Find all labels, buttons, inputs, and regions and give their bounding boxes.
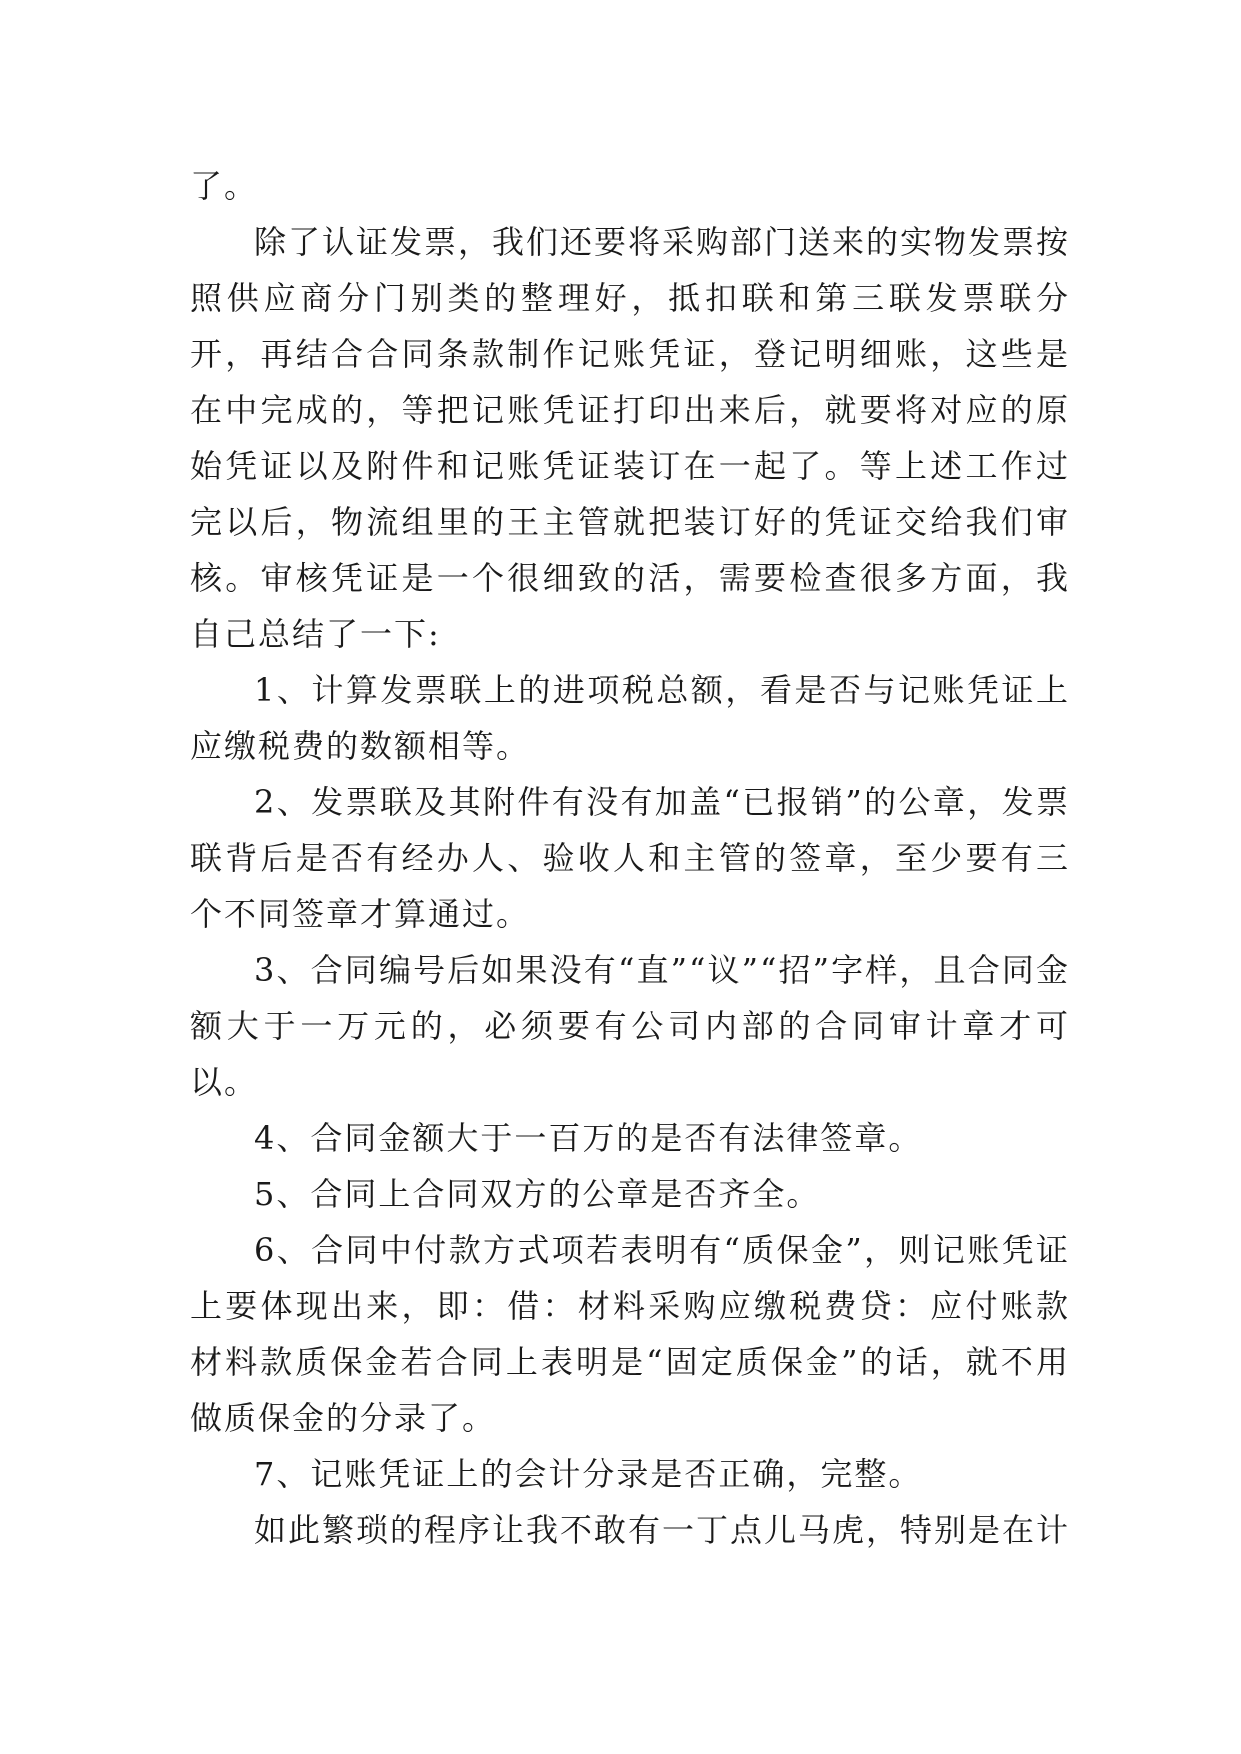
paragraph-8: 6、合同中付款方式项若表明有“质保金”，则记账凭证上要体现出来，即：借：材料采购应缴税费贷：应付账款材料款质保金若合同上表明是“固定质保金”的话，就不用做质保金的分录了。 xyxy=(190,1231,1070,1437)
paragraph-3: 1、计算发票联上的进项税总额，看是否与记账凭证上应缴税费的数额相等。 xyxy=(190,671,1070,765)
paragraph-7: 5、合同上合同双方的公章是否齐全。 xyxy=(254,1175,821,1213)
paragraph-2: 除了认证发票，我们还要将采购部门送来的实物发票按照供应商分门别类的整理好，抵扣联和第三联发票联分开，再结合合同条款制作记账凭证，登记明细账，这些是在中完成的，等把记账凭证打印出来后，就要将对应的原始凭证以及附件和记账凭证装订在一起了。等上述工作过完以后，物流组里的王主管就把装订好的凭证交给我们审核。审核凭证是一个很细致的活，需要检查很多方面，我自己总结了一下: xyxy=(190,223,1071,653)
paragraph-9: 7、记账凭证上的会计分录是否正确，完整。 xyxy=(254,1455,923,1493)
paragraph-1: 了。 xyxy=(190,167,259,205)
paragraph-4: 2、发票联及其附件有没有加盖“已报销”的公章，发票联背后是否有经办人、验收人和主管的签章，至少要有三个不同签章才算通过。 xyxy=(190,783,1070,933)
paragraph-6: 4、合同金额大于一百万的是否有法律签章。 xyxy=(254,1119,923,1157)
paragraph-10: 如此繁琐的程序让我不敢有一丁点儿马虎，特别是在计 xyxy=(254,1511,1071,1549)
document-body xyxy=(190,158,1070,1558)
paragraph-5: 3、合同编号后如果没有“直”“议”“招”字样，且合同金额大于一万元的，必须要有公司内部的合同审计章才可以。 xyxy=(190,951,1070,1101)
